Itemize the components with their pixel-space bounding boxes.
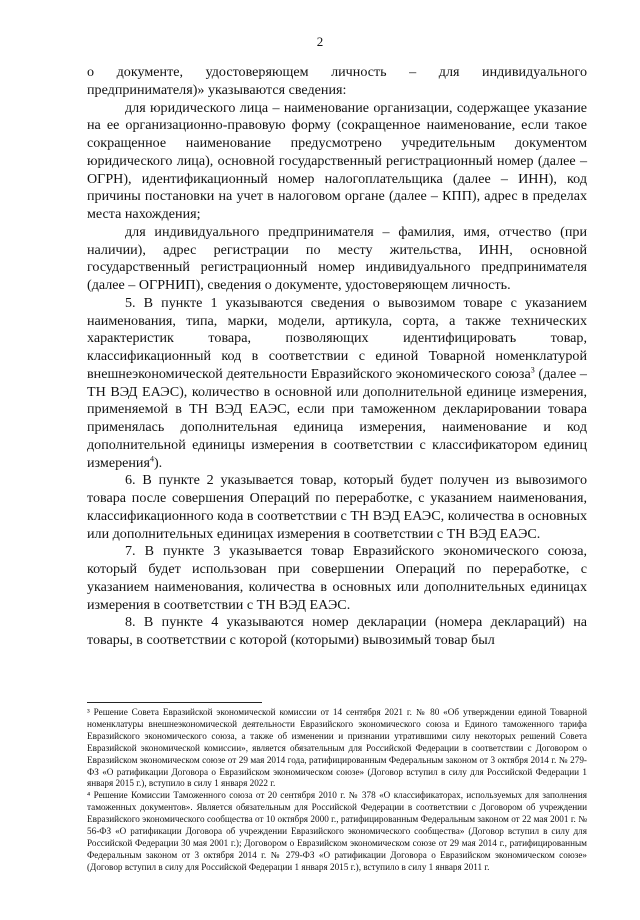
footnotes (87, 707, 587, 874)
paragraph-item-5-part1: 5. В пункте 1 указываются сведения о вывозимом товаре с указанием наименования, типа, марки, модели, артикула, сорта, а также технических характеристик товара, позволяющих идентифицировать товар, классификационный код в соответствии с единой Товарной номенклатурой внешнеэкономической деятельности Евразийского экономического союза (87, 294, 587, 382)
paragraph-item-8: 8. В пункте 4 указываются номер декларации (номера деклараций) на товары, в соответствии с которой (которыми) вывозимый товар был (87, 614, 587, 648)
paragraph-item-7: 7. В пункте 3 указывается товар Евразийского экономического союза, который будет использован при совершении Операций по переработке, с указанием наименования, количества в основных или дополнительных единицах измерения в соответствии с ТН ВЭД ЕАЭС. (87, 543, 587, 613)
footnote-4: ⁴ Решение Комиссии Таможенного союза от 20 сентября 2010 г. № 378 «О классификаторах, используемых для заполнения таможенных документов». Является обязательным для Российской Федерации в соответствии с Договором об учреждении Евразийского экономического сообщества от 10 октября 2000 г., ратифицированным Федеральным законом от 22 мая 2001 г. № 56-ФЗ «О ратификации Договора об учреждении Евразийского экономического сообщества» (Договор вступил в силу для Российской Федерации 30 мая 2001 г.); Договором о Евразийском экономическом союзе от 29 мая 2014 г., ратифицированным Федеральным законом от 3 октября 2014 г. № 279-ФЗ «О ратификации Договора о Евразийском экономическом союзе» (Договор вступил в силу для Российской Федерации 1 января 2015 г.), вступило в силу 1 января 2011 г. (87, 790, 587, 872)
paragraph-item-5-part3: ). (153, 454, 163, 471)
paragraph-item-5-part2: (далее – ТН ВЭД ЕАЭС), количество в основной или дополнительной единице измерения, применяемой в ТН ВЭД ЕАЭС, если при таможенном декларировании товара применялась дополнительная единица измерения, наименование и код дополнительной единицы измерения в соответствии с классификатором единиц измерения (87, 365, 587, 471)
page-number: 2 (316, 34, 324, 49)
footnote-ref-4: 4 (149, 453, 154, 463)
document-body (87, 64, 587, 650)
paragraph-individual-entrepreneur: для индивидуального предпринимателя – фамилия, имя, отчество (при наличии), адрес регистрации по месту жительства, ИНН, основной государственный регистрационный номер индивидуального предпринимателя (далее – ОГРНИП), сведения о документе, удостоверяющем личность. (87, 223, 587, 293)
paragraph-legal-entity: для юридического лица – наименование организации, содержащее указание на ее организационно-правовую форму (сокращенное наименование, если такое сокращенное наименование предусмотрено учредительным документом юридического лица), основной государственный регистрационный номер (далее – ОГРН), идентификационный номер налогоплательщика (далее – ИНН), код причины постановки на учет в налоговом органе (далее – КПП), адрес в пределах места нахождения; (87, 99, 587, 222)
paragraph-item-6: 6. В пункте 2 указывается товар, который будет получен из вывозимого товара после совершения Операций по переработке, с указанием наименования, классификационного кода в соответствии с ТН ВЭД ЕАЭС, количества в основных или дополнительных единицах измерения в соответствии с ТН ВЭД ЕАЭС. (87, 472, 587, 542)
footnote-divider (87, 702, 262, 703)
paragraph-item-5 (87, 295, 587, 473)
paragraph-intro: о документе, удостоверяющем личность – для индивидуального предпринимателя)» указываются сведения: (87, 64, 587, 98)
footnote-3: ³ Решение Совета Евразийской экономической комиссии от 14 сентября 2021 г. № 80 «Об утверждении единой Товарной номенклатуры внешнеэкономической деятельности Евразийского экономического союза и Единого таможенного тарифа Евразийского экономического союза, а также об изменении и признании утратившими силу некоторых решений Совета Евразийской экономической комиссии», является обязательным для Российской Федерации в соответствии с Договором о Евразийском экономическом союзе от 29 мая 2014 года, ратифицированным Федеральным законом от 3 октября 2014 г. № 279-ФЗ «О ратификации Договора о Евразийском экономическом союзе» (Договор вступил в силу для Российской Федерации 1 января 2015 г.), вступило в силу 1 января 2022 г. (87, 707, 587, 789)
footnote-ref-3: 3 (530, 365, 535, 375)
